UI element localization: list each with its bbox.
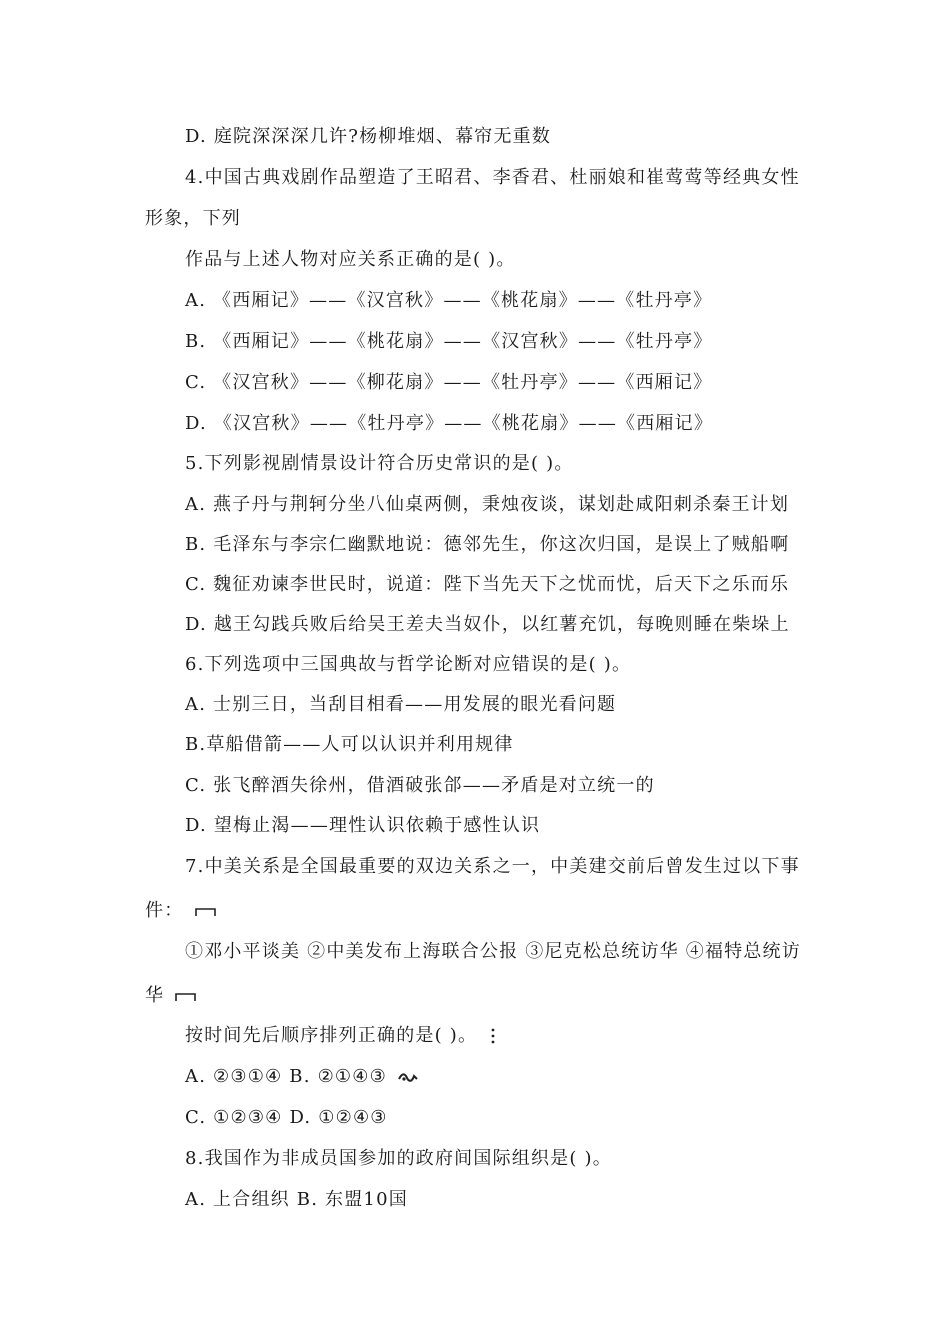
q5-option-c: C. 魏征劝谏李世民时，说道：陛下当先天下之忧而忧，后天下之乐而乐	[185, 574, 790, 595]
q7-question-text: 按时间先后顺序排列正确的是( )。	[185, 1025, 478, 1046]
q6-option-c: C. 张飞醉酒失徐州，借酒破张郃——矛盾是对立统一的	[185, 775, 655, 796]
q3-option-d: D. 庭院深深深几许?杨柳堆烟、幕帘无重数	[185, 126, 552, 147]
q5-option-b: B. 毛泽东与李宗仁幽默地说：德邻先生，你这次归国，是误上了贼船啊	[185, 534, 790, 555]
q8-stem: 8.我国作为非成员国参加的政府间国际组织是( )。	[185, 1148, 612, 1169]
q6-option-b: B.草船借箭——人可以认识并利用规律	[185, 734, 514, 755]
q7-events-cont	[145, 985, 197, 1007]
q7-events: ①邓小平谈美 ②中美发布上海联合公报 ③尼克松总统访华 ④福特总统访	[185, 941, 801, 962]
q4-option-d: D. 《汉宫秋》——《牡丹亭》——《桃花扇》——《西厢记》	[185, 413, 714, 434]
dots-mark-icon	[488, 1027, 498, 1045]
q4-stem-question: 作品与上述人物对应关系正确的是( )。	[185, 249, 516, 270]
scan-mark-icon	[175, 989, 197, 1003]
q7-question	[185, 1025, 498, 1047]
q7-stem: 7.中美关系是全国最重要的双边关系之一，中美建交前后曾发生过以下事	[185, 856, 800, 877]
q6-stem: 6.下列选项中三国典故与哲学论断对应错误的是( )。	[185, 654, 632, 675]
q8-options-ab: A. 上合组织 B. 东盟10国	[185, 1189, 408, 1210]
q4-stem-cont: 形象，下列	[145, 208, 241, 229]
q7-options-ab-text: A. ②③①④ B. ②①④③	[185, 1066, 387, 1087]
q5-stem: 5.下列影视剧情景设计符合历史常识的是( )。	[185, 453, 574, 474]
q4-option-b: B. 《西厢记》——《桃花扇》——《汉宫秋》——《牡丹亭》	[185, 331, 713, 352]
q4-option-c: C. 《汉宫秋》——《柳花扇》——《牡丹亭》——《西厢记》	[185, 372, 713, 393]
q6-option-d: D. 望梅止渴——理性认识依赖于感性认识	[185, 815, 541, 836]
q5-option-a: A. 燕子丹与荆轲分坐八仙桌两侧，秉烛夜谈，谋划赴咸阳刺杀秦王计划	[185, 494, 790, 515]
q7-events-cont-text: 华	[145, 985, 165, 1006]
q5-option-d: D. 越王勾践兵败后给吴王差夫当奴仆，以红薯充饥，每晚则睡在柴垛上	[185, 614, 790, 635]
q7-options-cd: C. ①②③④ D. ①②④③	[185, 1107, 388, 1128]
scan-mark-icon	[194, 904, 218, 918]
q7-stem-cont-text: 件：	[145, 900, 184, 921]
q7-stem-cont	[145, 900, 218, 922]
q7-options-ab	[185, 1066, 418, 1088]
q4-option-a: A. 《西厢记》——《汉宫秋》——《桃花扇》——《牡丹亭》	[185, 290, 713, 311]
q6-option-a: A. 士别三日，当刮目相看——用发展的眼光看问题	[185, 694, 617, 715]
squiggle-mark-icon	[398, 1070, 418, 1084]
q4-stem: 4.中国古典戏剧作品塑造了王昭君、李香君、杜丽娘和崔莺莺等经典女性	[185, 167, 800, 188]
